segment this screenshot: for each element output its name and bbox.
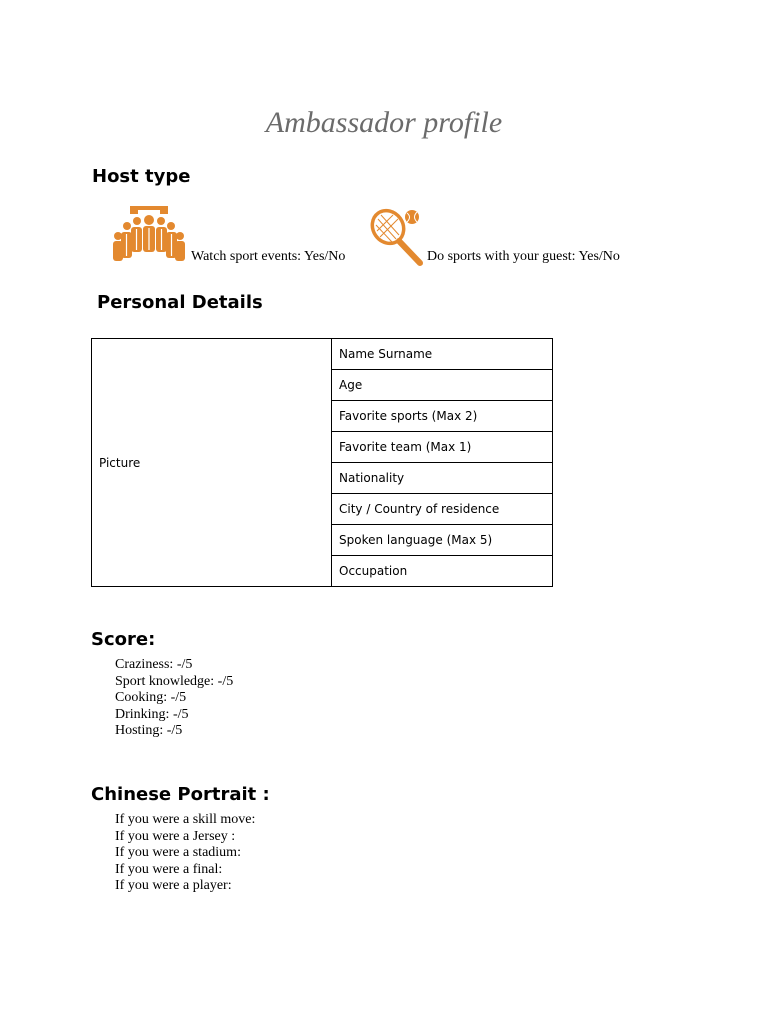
list-item: Sport knowledge: -/5 — [115, 673, 234, 689]
score-heading: Score: — [91, 629, 156, 650]
chinese-portrait-list — [115, 812, 255, 895]
picture-cell: Picture — [92, 339, 332, 587]
watch-sport-events-option: Watch sport events: Yes/No — [191, 249, 346, 264]
field-favorite-team: Favorite team (Max 1) — [332, 432, 553, 463]
list-item: Drinking: -/5 — [115, 706, 189, 722]
do-sports-option: Do sports with your guest: Yes/No — [427, 249, 620, 264]
list-item: Cooking: -/5 — [115, 690, 187, 706]
page-title: Ambassador profile — [265, 106, 503, 139]
list-item: If you were a Jersey : — [115, 828, 236, 844]
list-item: If you were a player: — [115, 878, 232, 894]
chinese-portrait-heading: Chinese Portrait : — [91, 784, 270, 805]
field-age: Age — [332, 370, 553, 401]
list-item: If you were a stadium: — [115, 845, 241, 861]
personal-details-table — [91, 338, 553, 587]
personal-details-heading: Personal Details — [97, 292, 263, 313]
crowd-icon — [110, 200, 188, 262]
list-item: If you were a final: — [115, 861, 223, 877]
list-item: If you were a skill move: — [115, 812, 256, 827]
field-occupation: Occupation — [332, 556, 553, 587]
field-spoken-language: Spoken language (Max 5) — [332, 525, 553, 556]
field-city-country: City / Country of residence — [332, 494, 553, 525]
score-list — [115, 657, 233, 740]
field-favorite-sports: Favorite sports (Max 2) — [332, 401, 553, 432]
host-type-heading: Host type — [92, 166, 191, 187]
list-item: Craziness: -/5 — [115, 657, 193, 672]
list-item: Hosting: -/5 — [115, 723, 183, 739]
table-row — [92, 339, 553, 370]
field-name-surname: Name Surname — [332, 339, 553, 370]
field-nationality: Nationality — [332, 463, 553, 494]
tennis-racket-icon — [368, 205, 426, 267]
